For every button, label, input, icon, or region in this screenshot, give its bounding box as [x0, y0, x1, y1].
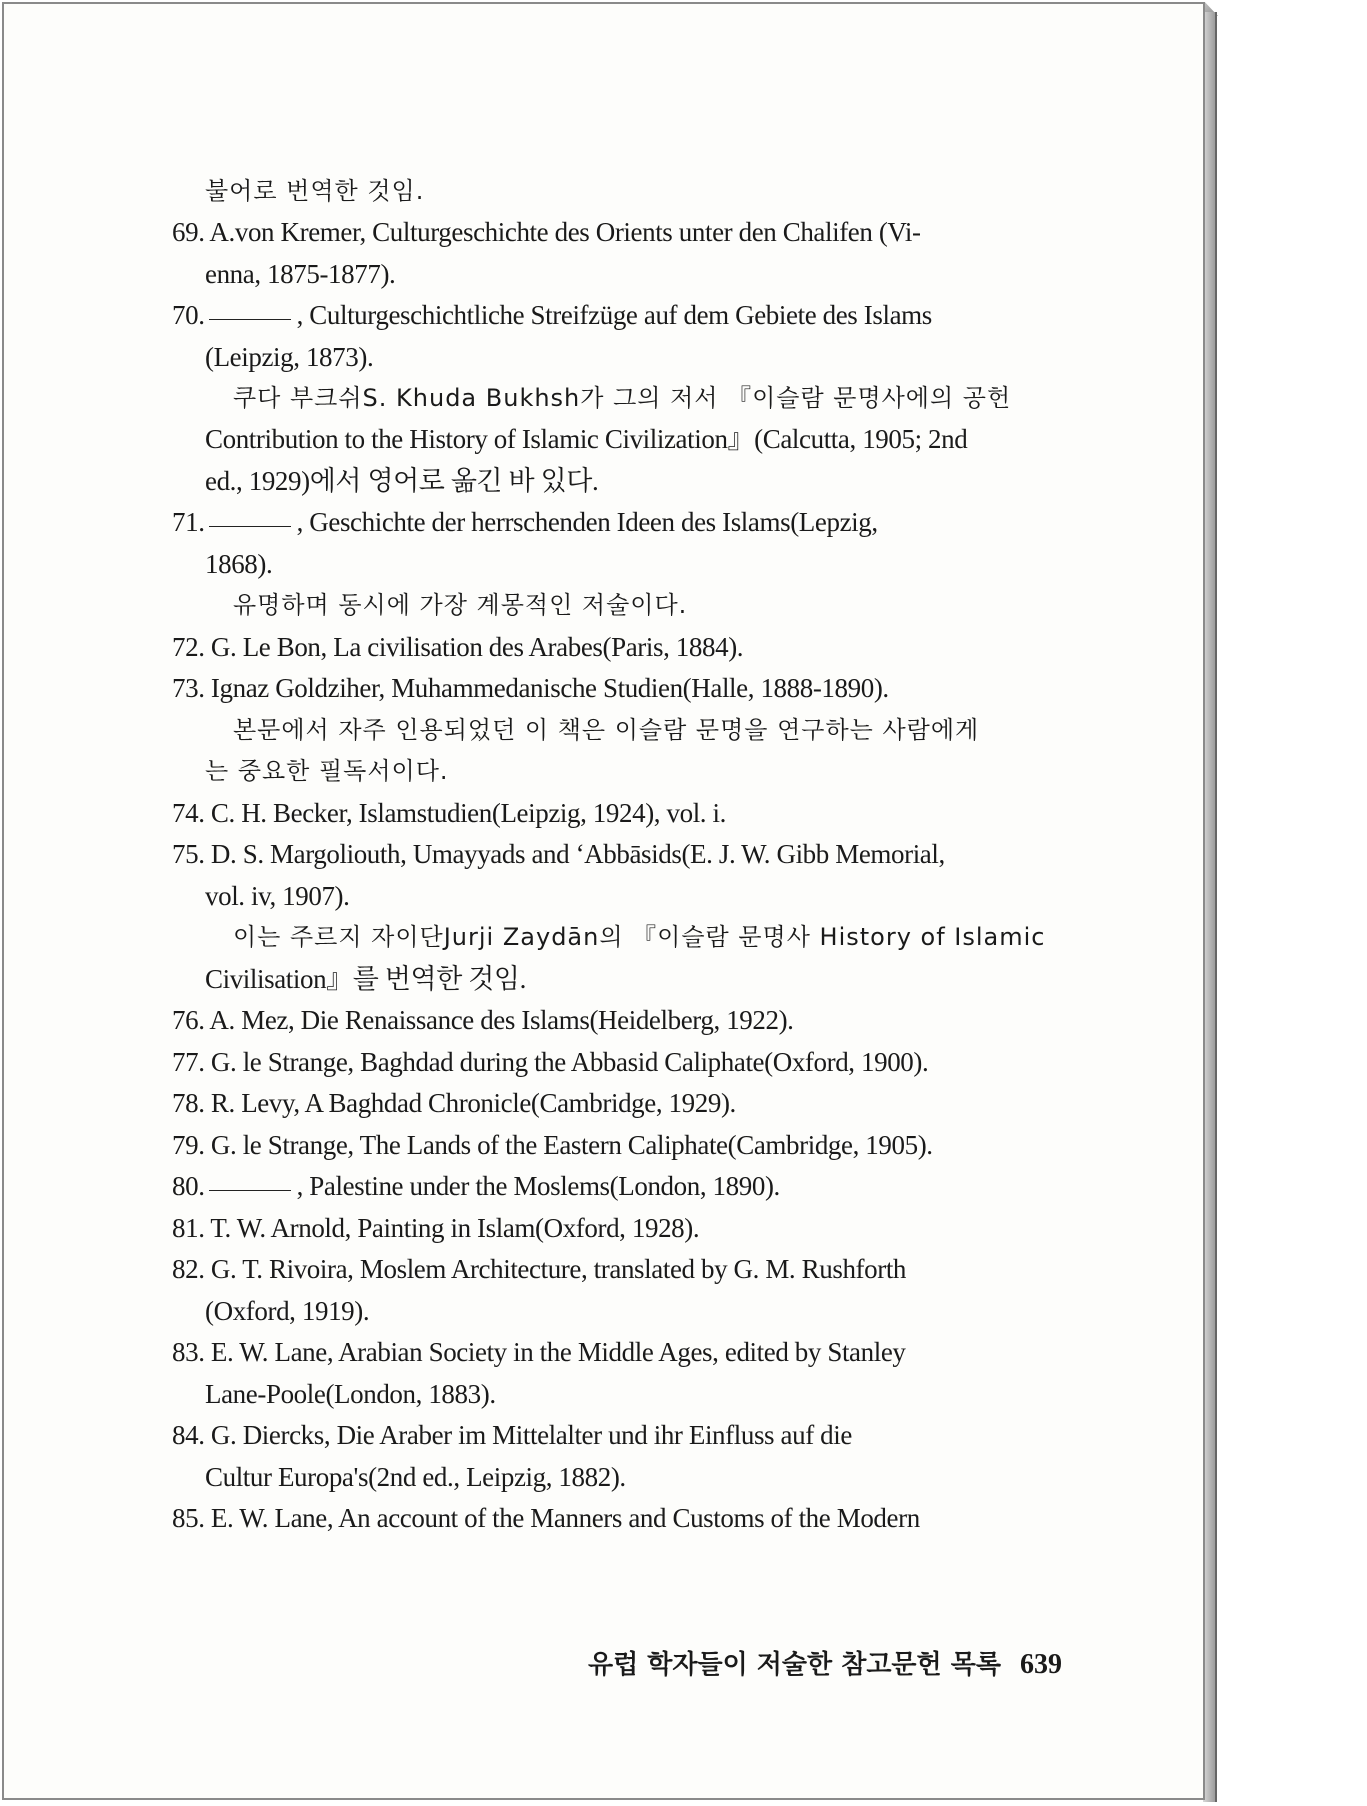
book-page	[2, 2, 1205, 1800]
text-line: 75. D. S. Margoliouth, Umayyads and ‘Abbāsids(E. J. W. Gibb Memorial,	[172, 839, 945, 869]
text-line: 이는 주르지 자이단Jurji Zaydān의 『이슬람 문명사 History of Islamic	[233, 923, 1046, 951]
text-line: (Oxford, 1919).	[205, 1296, 370, 1326]
text-line: 쿠다 부크쉬S. Khuda Bukhsh가 그의 저서 『이슬람 문명사에의 공헌	[233, 384, 1012, 412]
entry-number: 71.	[172, 507, 205, 537]
text-line	[172, 505, 878, 539]
text-line: 82. G. T. Rivoira, Moslem Architecture, translated by G. M. Rushforth	[172, 1254, 907, 1284]
text-line: 본문에서 자주 인용되었던 이 책은 이슬람 문명을 연구하는 사람에게	[233, 716, 980, 744]
text-line: 74. C. H. Becker, Islamstudien(Leipzig, 1924), vol. i.	[172, 798, 726, 828]
text-line: 84. G. Diercks, Die Araber im Mittelalter und ihr Einfluss auf die	[172, 1420, 852, 1450]
entry-text: , Culturgeschichtliche Streifzüge auf dem Gebiete des Islams	[296, 300, 932, 330]
text-line: 1868).	[205, 549, 273, 579]
text-line: vol. iv, 1907).	[205, 881, 350, 911]
text-line: 77. G. le Strange, Baghdad during the Abbasid Caliphate(Oxford, 1900).	[172, 1047, 929, 1077]
entry-number: 80.	[172, 1171, 205, 1201]
text-line: 불어로 번역한 것임.	[205, 177, 425, 205]
text-line: Civilisation』를 번역한 것임.	[205, 964, 526, 994]
entry-text: , Geschichte der herrschenden Ideen des Islams(Lepzig,	[296, 507, 878, 537]
running-title: 유럽 학자들이 저술한 참고문헌 목록	[588, 1650, 1001, 1680]
text-line	[172, 298, 932, 332]
text-line: 73. Ignaz Goldziher, Muhammedanische Studien(Halle, 1888-1890).	[172, 673, 889, 703]
page-spine	[1203, 12, 1217, 1802]
text-line: 79. G. le Strange, The Lands of the Eastern Caliphate(Cambridge, 1905).	[172, 1130, 933, 1160]
text-line: enna, 1875-1877).	[205, 259, 396, 289]
text-line: Cultur Europa's(2nd ed., Leipzig, 1882).	[205, 1462, 626, 1492]
page-number: 639	[1020, 1649, 1063, 1680]
ditto-rule	[209, 1189, 291, 1191]
text-line	[172, 1169, 780, 1203]
text-line: 72. G. Le Bon, La civilisation des Arabes(Paris, 1884).	[172, 632, 744, 662]
text-line: ed., 1929)에서 영어로 옮긴 바 있다.	[205, 466, 599, 496]
text-line: 69. A.von Kremer, Culturgeschichte des Orients unter den Chalifen (Vi-	[172, 217, 921, 247]
page-footer	[588, 1644, 1062, 1681]
ditto-rule	[209, 525, 291, 527]
entry-text: , Palestine under the Moslems(London, 1890).	[296, 1171, 780, 1201]
text-line: 76. A. Mez, Die Renaissance des Islams(Heidelberg, 1922).	[172, 1005, 794, 1035]
text-line: Contribution to the History of Islamic Civilization』(Calcutta, 1905; 2nd	[205, 424, 968, 454]
text-line: 83. E. W. Lane, Arabian Society in the Middle Ages, edited by Stanley	[172, 1337, 906, 1367]
text-line: 유명하며 동시에 가장 계몽적인 저술이다.	[233, 591, 688, 619]
entry-number: 70.	[172, 300, 205, 330]
ditto-rule	[209, 318, 291, 320]
text-line: 는 중요한 필독서이다.	[205, 757, 449, 785]
text-line: 81. T. W. Arnold, Painting in Islam(Oxford, 1928).	[172, 1213, 700, 1243]
text-line: (Leipzig, 1873).	[205, 342, 374, 372]
text-line: Lane-Poole(London, 1883).	[205, 1379, 496, 1409]
text-line: 85. E. W. Lane, An account of the Manners and Customs of the Modern	[172, 1503, 920, 1533]
text-line: 78. R. Levy, A Baghdad Chronicle(Cambridge, 1929).	[172, 1088, 736, 1118]
